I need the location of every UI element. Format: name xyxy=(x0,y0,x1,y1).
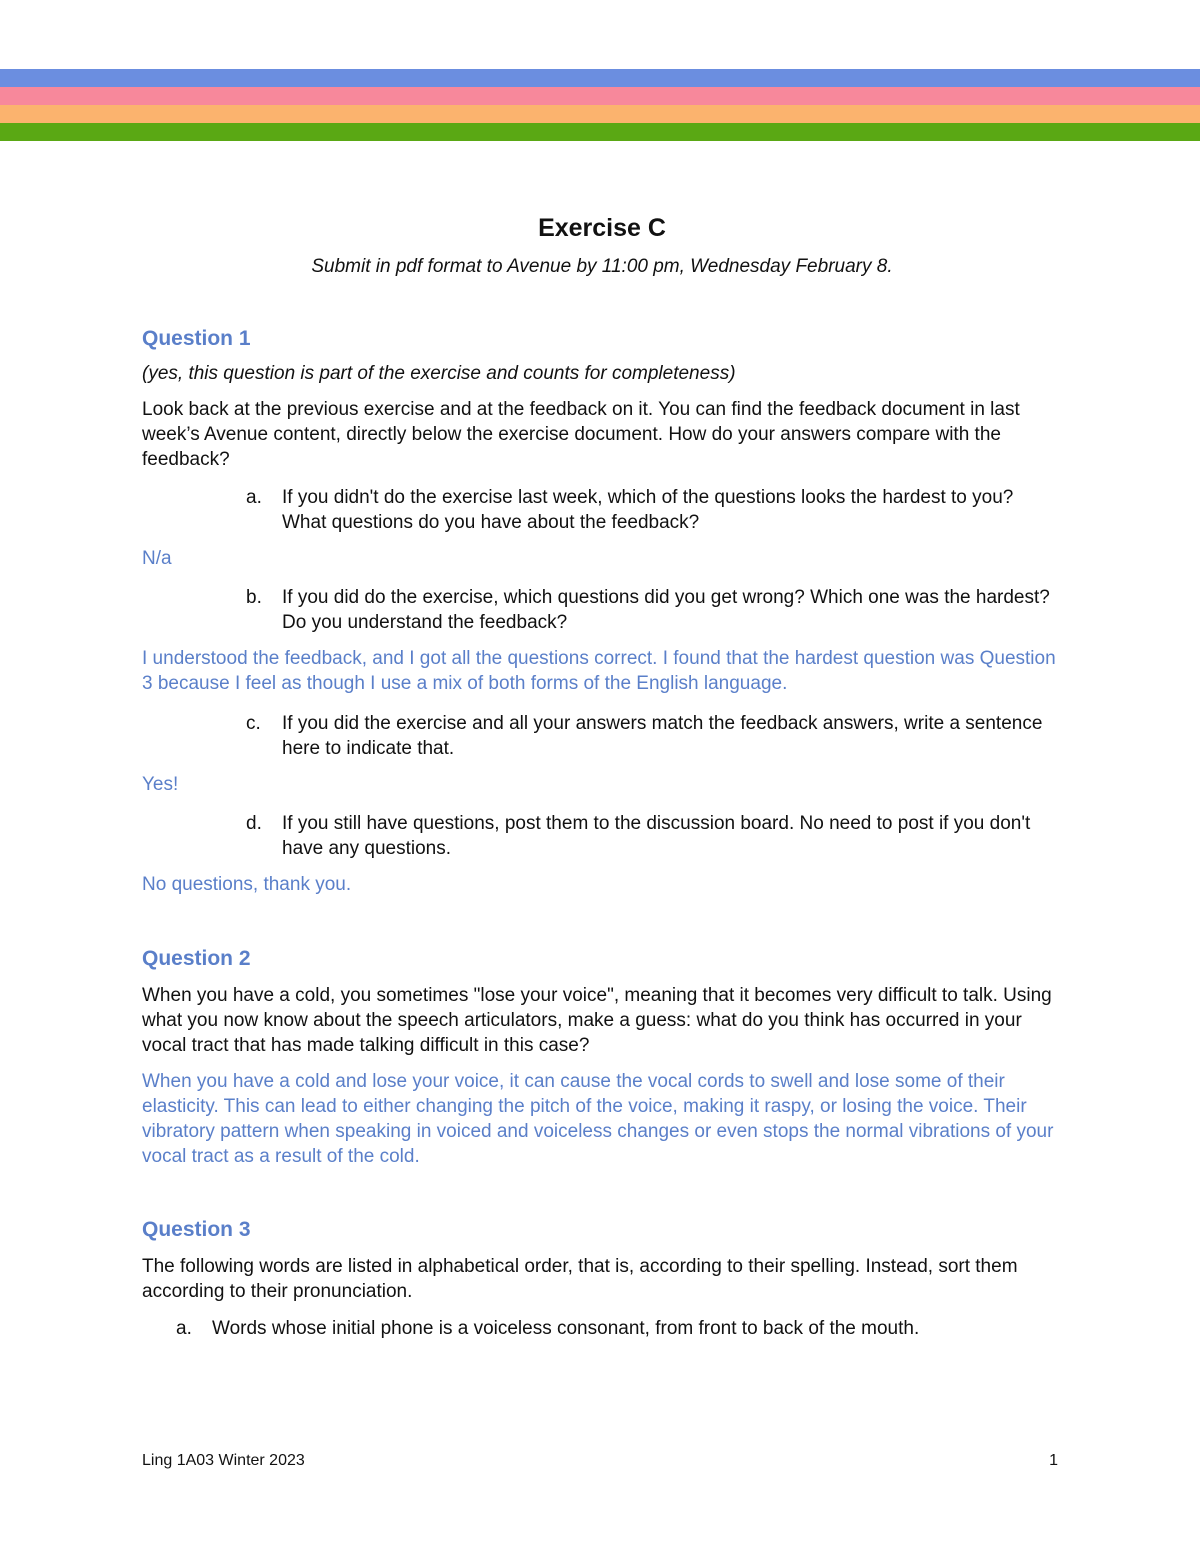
list-item-text: If you still have questions, post them to the discussion board. No need to post if you don't have any questions. xyxy=(282,813,1031,859)
question-3 xyxy=(142,1215,1062,1341)
question-1-prompt: Look back at the previous exercise and at the feedback on it. You can find the feedback document in last week’s Avenue content, directly below the exercise document. How do your answers compare with the feedback? xyxy=(142,399,1020,470)
header-color-stripes xyxy=(0,69,1200,141)
stripe-pink xyxy=(0,87,1200,105)
question-1 xyxy=(142,324,1062,897)
question-2-prompt: When you have a cold, you sometimes "lose your voice", meaning that it becomes very difficult to talk. Using what you now know about the speech articulators, make a guess: what do you think has occurred in your vocal tract that has made talking difficult in this case? xyxy=(142,985,1052,1056)
list-item-text: Words whose initial phone is a voiceless consonant, from front to back of the mouth. xyxy=(212,1318,920,1339)
footer-course: Ling 1A03 Winter 2023 xyxy=(142,1452,305,1469)
question-3-heading: Question 3 xyxy=(142,1218,251,1241)
stripe-orange xyxy=(0,105,1200,123)
question-2 xyxy=(142,944,1062,1169)
question-1-note: (yes, this question is part of the exercise and counts for completeness) xyxy=(142,363,736,384)
submission-instructions: Submit in pdf format to Avenue by 11:00 pm, Wednesday February 8. xyxy=(311,256,893,277)
list-marker: a. xyxy=(176,1318,192,1339)
question-1-item-a xyxy=(142,485,1062,535)
list-item-text: If you did the exercise and all your answers match the feedback answers, write a sentence here to indicate that. xyxy=(282,713,1043,759)
question-3-item-a xyxy=(142,1316,1062,1341)
answer-1b: I understood the feedback, and I got all the questions correct. I found that the hardest question was Question 3 because I feel as though I use a mix of both forms of the English language. xyxy=(142,648,1056,694)
stripe-green xyxy=(0,123,1200,141)
question-1-item-b xyxy=(142,585,1062,635)
footer-page-number: 1 xyxy=(1049,1452,1058,1469)
page-title: Exercise C xyxy=(538,214,666,242)
question-1-heading: Question 1 xyxy=(142,327,251,350)
question-1-item-c xyxy=(142,711,1062,761)
answer-1c: Yes! xyxy=(142,774,179,795)
list-marker: c. xyxy=(246,713,261,734)
question-1-item-d xyxy=(142,811,1062,861)
answer-1a: N/a xyxy=(142,548,172,569)
document-body xyxy=(142,210,1062,1341)
answer-2: When you have a cold and lose your voice, it can cause the vocal cords to swell and lose some of their elasticity. This can lead to either changing the pitch of the voice, making it raspy, or losing the voice. Their vibratory pattern when speaking in voiced and voiceless changes or even stops the normal vibrations of your vocal tract as a result of the cold. xyxy=(142,1071,1054,1167)
stripe-blue xyxy=(0,69,1200,87)
list-marker: b. xyxy=(246,587,262,608)
list-item-text: If you did do the exercise, which questions did you get wrong? Which one was the hardest? Do you understand the feedback? xyxy=(282,587,1050,633)
list-item-text: If you didn't do the exercise last week, which of the questions looks the hardest to you? What questions do you have about the feedback? xyxy=(282,487,1014,533)
list-marker: a. xyxy=(246,487,262,508)
question-3-prompt: The following words are listed in alphabetical order, that is, according to their spelling. Instead, sort them according to their pronunciation. xyxy=(142,1256,1018,1302)
list-marker: d. xyxy=(246,813,262,834)
answer-1d: No questions, thank you. xyxy=(142,874,352,895)
question-2-heading: Question 2 xyxy=(142,947,251,970)
